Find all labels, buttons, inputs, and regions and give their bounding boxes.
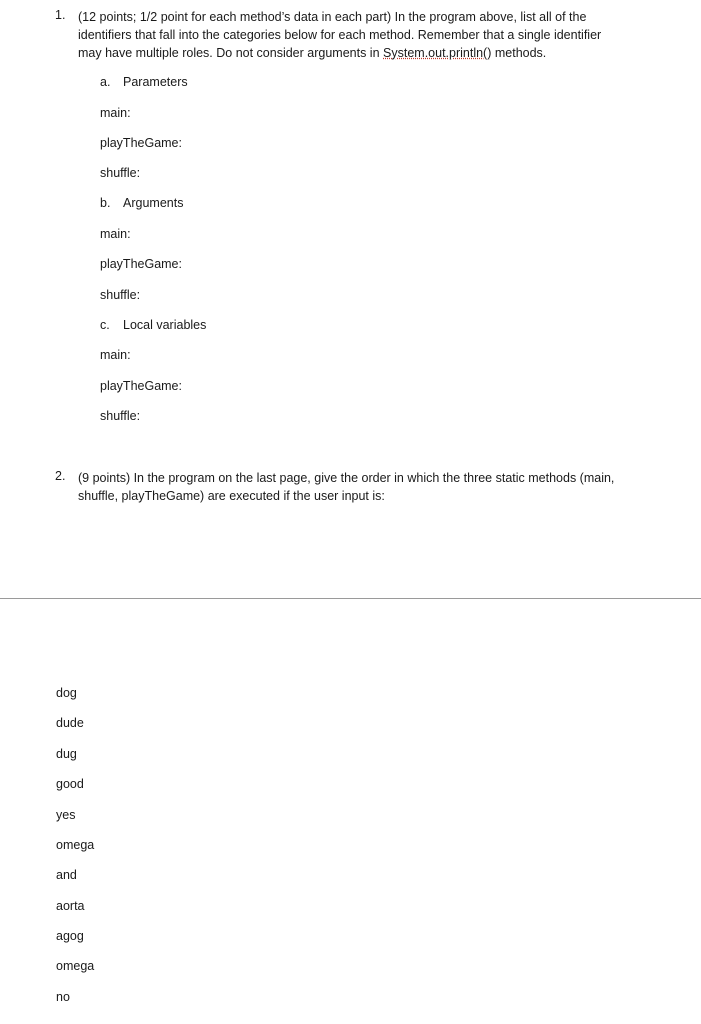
input-word: aorta [56, 899, 85, 913]
question-1-line-1: (12 points; 1/2 point for each method’s data in each part) In the program above, list all of the [78, 10, 587, 24]
page-divider [0, 598, 701, 599]
part-c-method-playthegame: playTheGame: [100, 379, 182, 393]
input-word: and [56, 868, 77, 882]
input-word: dug [56, 747, 77, 761]
part-b-method-shuffle: shuffle: [100, 288, 141, 302]
input-word: no [56, 990, 70, 1004]
question-1-line-3-after: methods. [491, 46, 547, 60]
input-word: dog [56, 686, 77, 700]
part-b-letter: b. [100, 196, 111, 210]
input-word: yes [56, 808, 76, 822]
question-1-line-3 [78, 44, 601, 62]
question-1-line-3-before: may have multiple roles. Do not consider arguments in [78, 46, 384, 60]
input-word: good [56, 777, 84, 791]
part-b-title: Arguments [123, 196, 184, 210]
question-2-line-2: shuffle, playTheGame) are executed if the user input is: [78, 489, 385, 503]
part-c-title: Local variables [123, 318, 207, 332]
question-1-number: 1. [55, 8, 66, 22]
question-2-text [78, 469, 614, 505]
part-c-method-main: main: [100, 348, 131, 362]
part-c-letter: c. [100, 318, 110, 332]
part-a-title: Parameters [123, 75, 188, 89]
part-a-method-playthegame: playTheGame: [100, 136, 182, 150]
part-a-letter: a. [100, 75, 111, 89]
input-word: omega [56, 959, 95, 973]
part-c-method-shuffle: shuffle: [100, 409, 141, 423]
part-b-method-playthegame: playTheGame: [100, 257, 182, 271]
println-reference: System.out.println() [383, 46, 492, 60]
part-a-method-main: main: [100, 106, 131, 120]
input-word: agog [56, 929, 84, 943]
question-2-line-1: (9 points) In the program on the last page, give the order in which the three static methods (main, [78, 471, 615, 485]
input-word: omega [56, 838, 95, 852]
question-1-text [78, 8, 601, 62]
input-word: dude [56, 716, 84, 730]
question-1-line-2: identifiers that fall into the categories below for each method. Remember that a single identifier [78, 28, 602, 42]
part-a-method-shuffle: shuffle: [100, 166, 141, 180]
question-2-number: 2. [55, 469, 66, 483]
part-b-method-main: main: [100, 227, 131, 241]
